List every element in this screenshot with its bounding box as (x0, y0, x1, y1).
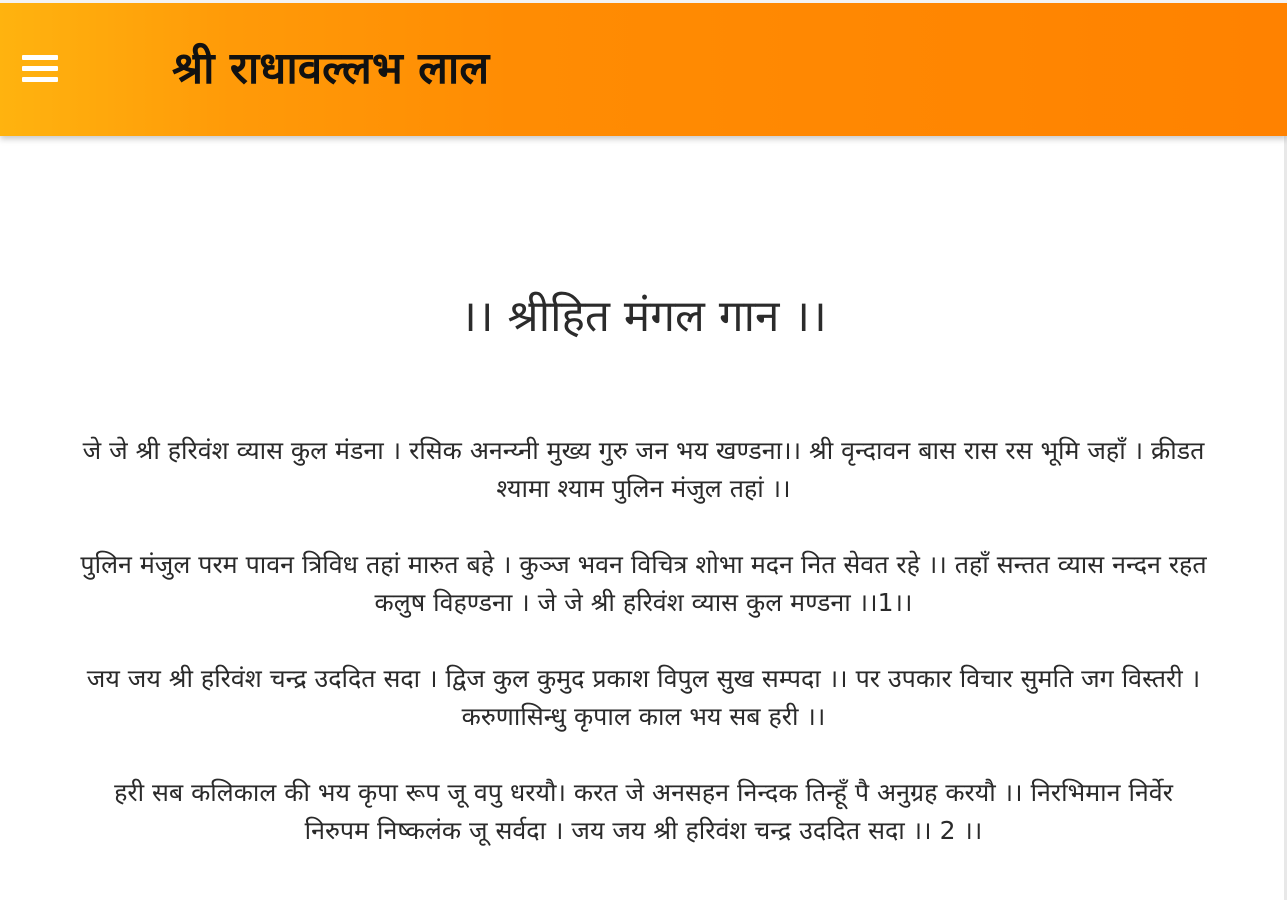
menu-button[interactable] (22, 48, 62, 88)
verse-paragraph-3: जय जय श्री हरिवंश चन्द्र उददित सदा । द्विज कुल कुमुद प्रकाश विपुल सुख सम्पदा ।। पर उपकार विचार सुमति जग विस्तरी । करुणासिन्धु कृपाल काल भय सब हरी ।। (86, 664, 1201, 731)
verse-paragraph-1: जे जे श्री हरिवंश व्यास कुल मंडना । रसिक अनन्य्नी मुख्य गुरु जन भय खण्डना।। श्री वृन्दावन बास रास रस भूमि जहाँ । क्रीडत श्यामा श्याम पुलिन मंजुल तहां ।। (82, 436, 1205, 503)
verse-paragraph-4: हरी सब कलिकाल की भय कृपा रूप जू वपु धरयौ। करत जे अनसहन निन्दक तिन्हूँ पै अनुग्रह करयौ ।। निरभिमान निर्वेर निरुपम निष्कलंक जू सर्वदा । जय जय श्री हरिवंश चन्द्र उददित सदा ।। 2 ।। (114, 778, 1173, 845)
status-edge (0, 0, 1287, 3)
app-title: श्री राधावल्लभ लाल (172, 43, 490, 94)
hamburger-menu-icon (22, 55, 58, 60)
app-bar (0, 0, 1287, 136)
verse-list (80, 432, 1207, 888)
hamburger-menu-icon-bottom (22, 77, 58, 82)
content-area[interactable] (0, 136, 1287, 900)
page-title: ।। श्रीहित मंगल गान ।। (460, 291, 827, 342)
verse-paragraph-2: पुलिन मंजुल परम पावन त्रिविध तहां मारुत बहे । कुञ्ज भवन विचित्र शोभा मदन नित सेवत रहे ।। तहाँ सन्तत व्यास नन्दन रहत कलुष विहण्डना । जे जे श्री हरिवंश व्यास कुल मण्डना ।।1।। (80, 550, 1207, 617)
hamburger-menu-icon-middle (22, 66, 58, 71)
